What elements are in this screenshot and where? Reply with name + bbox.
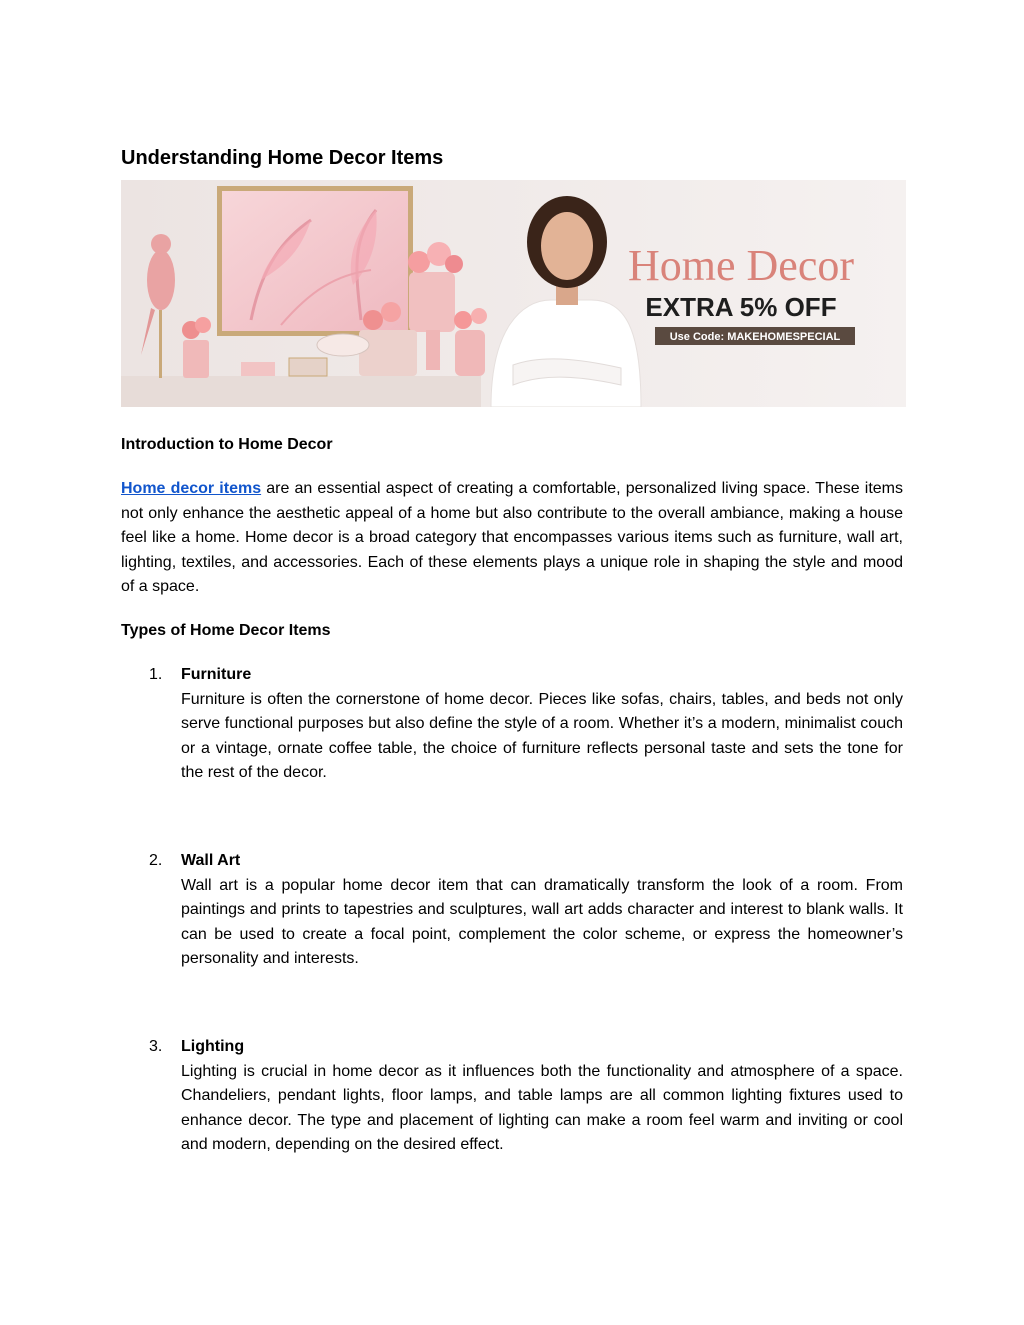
banner-headline: Home Decor — [627, 241, 855, 290]
intro-heading: Introduction to Home Decor — [121, 436, 333, 453]
item-text: Lighting is crucial in home decor as it influences both the functionality and atmosphere of a space. Chandeliers, pendant lights, floor lamps, and table lamps are all common lighting fixtures used to enhance decor. The type and placement of lighting can make a room feel warm and inviting or cool and modern, depending on the desired effect. — [181, 1062, 903, 1153]
page-title: Understanding Home Decor Items — [121, 147, 444, 169]
home-decor-items-link[interactable]: Home decor items — [121, 480, 262, 497]
promo-banner[interactable] — [121, 180, 906, 407]
item-text: Furniture is often the cornerstone of home decor. Pieces like sofas, chairs, tables, and beds not only serve functional purposes but also define the style of a room. Whether it’s a modern, minimalist couch or a vintage, ornate coffee table, the choice of furniture reflects personal taste and sets the tone for the rest of the decor. — [181, 690, 903, 781]
list-number: 2. — [149, 852, 163, 869]
intro-paragraph — [121, 477, 903, 600]
types-heading: Types of Home Decor Items — [121, 622, 331, 639]
list-number: 3. — [149, 1038, 163, 1055]
list-number: 1. — [149, 666, 163, 683]
item-title: Furniture — [181, 666, 252, 683]
list-item-lighting — [149, 1035, 903, 1158]
list-item-wall-art — [149, 849, 903, 972]
banner-offer: EXTRA 5% OFF — [645, 292, 837, 322]
banner-code: Use Code: MAKEHOMESPECIAL — [669, 331, 841, 343]
banner-illustration — [121, 180, 906, 407]
intro-text: are an essential aspect of creating a comfortable, personalized living space. These items not only enhance the aesthetic appeal of a home but also contribute to the overall ambiance, making a house feel like a home. Home decor is a broad category that encompasses various items such as furniture, wall art, lighting, textiles, and accessories. Each of these elements plays a unique role in shaping the style and mood of a space. — [121, 480, 903, 595]
item-text: Wall art is a popular home decor item that can dramatically transform the look of a room. From paintings and prints to tapestries and sculptures, wall art adds character and interest to blank walls. It can be used to create a focal point, complement the color scheme, or express the homeowner’s personality and interests. — [181, 876, 903, 967]
item-title: Wall Art — [181, 852, 241, 869]
list-item-furniture — [149, 663, 903, 786]
item-title: Lighting — [181, 1038, 245, 1055]
